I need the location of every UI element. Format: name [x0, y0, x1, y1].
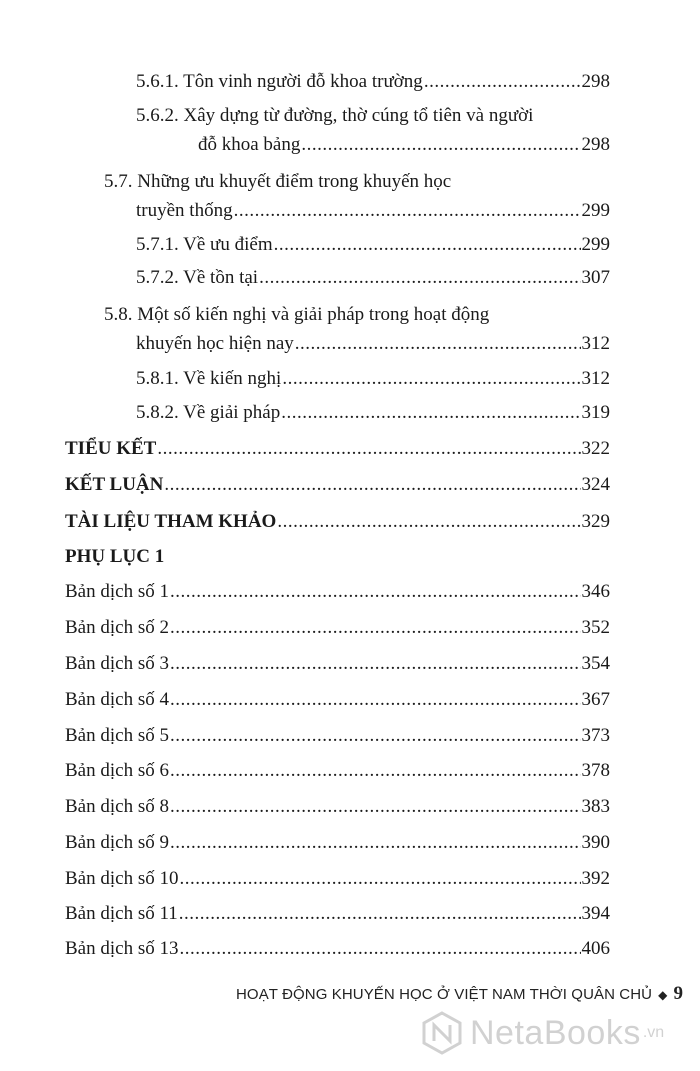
- toc-entry-continuation: [136, 332, 610, 356]
- toc-entry-continuation: [136, 199, 610, 223]
- toc-entry-title-cont: truyền thống: [136, 200, 233, 221]
- toc-entry-title: 5.6.1. Tôn vinh người đỗ khoa trường: [136, 71, 423, 92]
- toc-page-number: 312: [581, 368, 610, 389]
- toc-leader-dots: [170, 724, 581, 748]
- toc-page-number: 390: [581, 832, 610, 853]
- toc-entry-title: 5.7. Những ưu khuyết điểm trong khuyến học: [104, 171, 452, 192]
- toc-entry: [136, 70, 610, 94]
- toc-entry: [65, 688, 610, 712]
- toc-leader-dots: [164, 473, 580, 497]
- toc-leader-dots: [281, 401, 580, 425]
- toc-leader-dots: [277, 510, 580, 534]
- toc-page-number: 383: [581, 796, 610, 817]
- netabooks-logo-icon: [420, 1011, 464, 1055]
- toc-page-number: 394: [581, 903, 610, 924]
- toc-page-number: 329: [581, 511, 610, 532]
- toc-entry: [136, 401, 610, 425]
- toc-page-number: 322: [581, 438, 610, 459]
- toc-entry: [136, 266, 610, 290]
- toc-page-number: 307: [581, 267, 610, 288]
- toc-page-number: 299: [581, 200, 610, 221]
- toc-entry-title: 5.8.2. Về giải pháp: [136, 402, 281, 423]
- toc-entry: [65, 580, 610, 604]
- toc-leader-dots: [179, 937, 580, 961]
- toc-page-number: 298: [581, 134, 610, 155]
- toc-entry-title: Bản dịch số 3: [65, 653, 169, 674]
- toc-leader-dots: [170, 759, 581, 783]
- toc-entry: [65, 616, 610, 640]
- toc-page-number: 392: [581, 868, 610, 889]
- toc-page-number: 324: [581, 474, 610, 495]
- toc-entry: [65, 759, 610, 783]
- toc-entry-title: TÀI LIỆU THAM KHẢO: [65, 511, 277, 532]
- toc-entry-title: Bản dịch số 5: [65, 725, 169, 746]
- toc-leader-dots: [170, 616, 581, 640]
- toc-entry: [136, 367, 610, 391]
- toc-entry-title: Bản dịch số 2: [65, 617, 169, 638]
- toc-entry-title: Bản dịch số 6: [65, 760, 169, 781]
- toc-entry-title: Bản dịch số 11: [65, 903, 178, 924]
- toc-entry-title: 5.7.1. Về ưu điểm: [136, 234, 273, 255]
- toc-leader-dots: [179, 867, 580, 891]
- toc-page-number: 312: [581, 333, 610, 354]
- toc-page-number: 352: [581, 617, 610, 638]
- page-number: 9: [673, 983, 684, 1004]
- toc-entry-title: 5.8. Một số kiến nghị và giải pháp trong hoạt động: [104, 304, 490, 325]
- toc-entry: [65, 437, 610, 461]
- toc-page-number: 367: [581, 689, 610, 710]
- toc-leader-dots: [170, 652, 581, 676]
- toc-page-number: 298: [581, 71, 610, 92]
- toc-leader-dots: [170, 688, 581, 712]
- diamond-icon: ◆: [658, 988, 668, 1002]
- toc-entry: [65, 867, 610, 891]
- toc-leader-dots: [274, 233, 581, 257]
- toc-entry: [65, 795, 610, 819]
- toc-leader-dots: [234, 199, 581, 223]
- toc-page-number: 319: [581, 402, 610, 423]
- toc-entry: [104, 303, 610, 327]
- toc-entry: [65, 902, 610, 926]
- toc-entry: [65, 510, 610, 534]
- toc-entry-title: Bản dịch số 1: [65, 581, 169, 602]
- toc-entry-title: PHỤ LỤC 1: [65, 546, 165, 567]
- toc-page-number: 299: [581, 234, 610, 255]
- toc-entry: [104, 170, 610, 194]
- toc-entry-title-cont: đỗ khoa bảng: [198, 134, 301, 155]
- toc-entry: [65, 473, 610, 497]
- toc-entry-title: Bản dịch số 4: [65, 689, 169, 710]
- toc-page-number: 406: [581, 938, 610, 959]
- toc-leader-dots: [259, 266, 580, 290]
- watermark-suffix: .vn: [642, 1024, 665, 1041]
- running-footer: [236, 982, 683, 1006]
- toc-entry: [136, 233, 610, 257]
- toc-entry-title: 5.7.2. Về tồn tại: [136, 267, 259, 288]
- toc-leader-dots: [157, 437, 580, 461]
- toc-page-number: 378: [581, 760, 610, 781]
- watermark-brand: NetaBooks: [470, 1013, 641, 1052]
- toc-entry: [65, 724, 610, 748]
- toc-entry-title: 5.8.1. Về kiến nghị: [136, 368, 282, 389]
- book-title: HOẠT ĐỘNG KHUYẾN HỌC Ở VIỆT NAM THỜI QUÂN CHỦ: [236, 986, 653, 1003]
- toc-leader-dots: [282, 367, 580, 391]
- toc-entry-title-cont: khuyến học hiện nay: [136, 333, 294, 354]
- toc-entry-title: Bản dịch số 13: [65, 938, 179, 959]
- toc-entry-title: 5.6.2. Xây dựng từ đường, thờ cúng tổ tiên và người: [136, 105, 534, 126]
- toc-leader-dots: [170, 795, 581, 819]
- toc-entry-title: TIỂU KẾT: [65, 438, 157, 459]
- toc-section-heading: [65, 545, 164, 569]
- toc-entry-continuation: [198, 133, 610, 157]
- toc-leader-dots: [301, 133, 580, 157]
- toc-entry: [65, 652, 610, 676]
- toc-entry: [136, 104, 610, 128]
- toc-entry-title: Bản dịch số 8: [65, 796, 169, 817]
- toc-entry-title: Bản dịch số 10: [65, 868, 179, 889]
- toc-leader-dots: [179, 902, 581, 926]
- toc-entry-title: KẾT LUẬN: [65, 474, 164, 495]
- watermark: [420, 1007, 690, 1059]
- toc-page-number: 346: [581, 581, 610, 602]
- toc-page-number: 373: [581, 725, 610, 746]
- toc-leader-dots: [424, 70, 581, 94]
- toc-leader-dots: [170, 831, 581, 855]
- toc-entry-title: Bản dịch số 9: [65, 832, 169, 853]
- toc-page-number: 354: [581, 653, 610, 674]
- toc-entry: [65, 831, 610, 855]
- toc-entry: [65, 937, 610, 961]
- toc-leader-dots: [170, 580, 581, 604]
- toc-leader-dots: [295, 332, 581, 356]
